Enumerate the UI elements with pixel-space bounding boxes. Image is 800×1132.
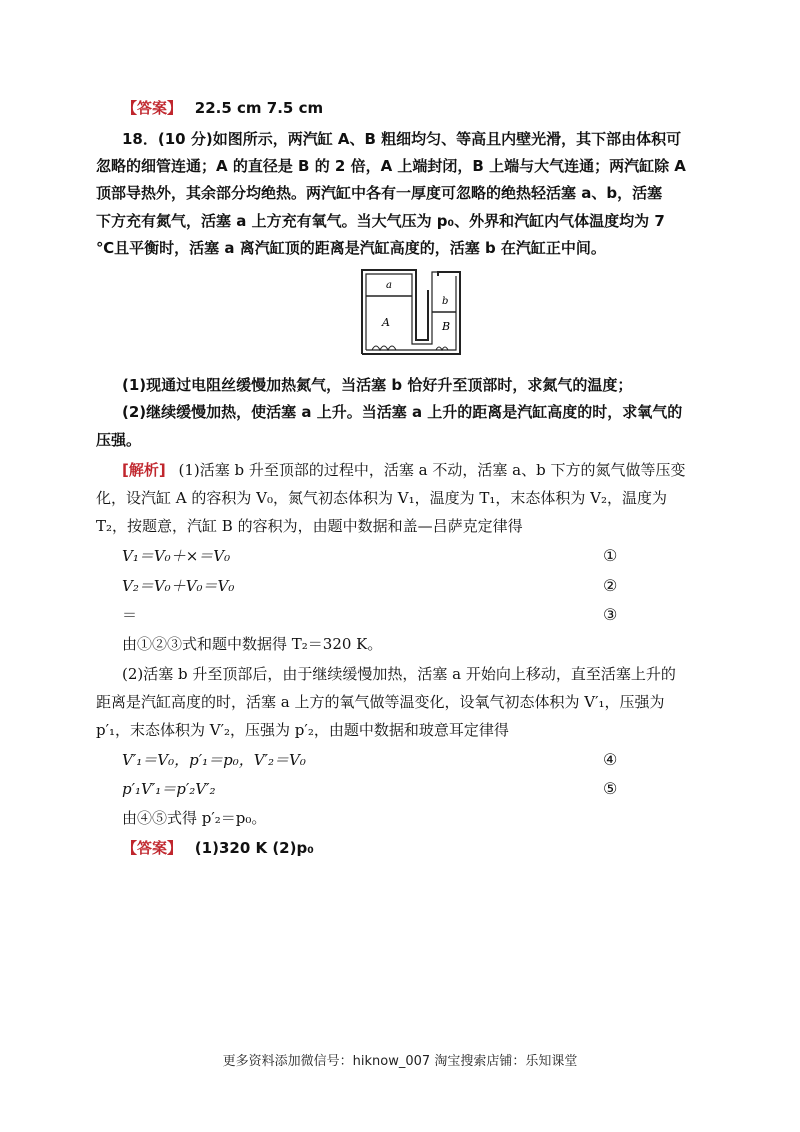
question-1: (1)现通过电阻丝缓慢加热氮气，当活塞 b 恰好升至顶部时，求氮气的温度； xyxy=(122,376,633,394)
problem-line-4: 下方充有氮气，活塞 a 上方充有氧气。当大气压为 p₀、外界和汽缸内气体温度均为 7 xyxy=(96,212,665,230)
equation-1: V₁＝V₀＋×＝V₀ xyxy=(122,547,231,565)
equation-5: p′₁V′₁＝p′₂V′₂ xyxy=(122,780,216,798)
solution-tag: [解析] xyxy=(122,461,166,479)
result-line-2: 由④⑤式得 p′₂＝p₀。 xyxy=(122,809,267,827)
answer-line-2 xyxy=(122,838,682,858)
label-b: b xyxy=(442,296,449,307)
label-a: a xyxy=(386,280,392,291)
answer-value-2: (1)320 K (2)p₀ xyxy=(194,839,314,857)
problem-line-1: 18．(10 分)如图所示，两汽缸 A、B 粗细均匀、等高且内壁光滑，其下部由体积可 xyxy=(122,130,682,148)
solution-line-1: [解析] (1)活塞 b 升至顶部的过程中，活塞 a 不动，活塞 a、b 下方的氮气做等压变 xyxy=(122,461,686,479)
solution-part2-line-1: (2)活塞 b 升至顶部后，由于继续缓慢加热，活塞 a 开始向上移动，直至活塞上升的 xyxy=(122,665,676,683)
equation-number-3: ③ xyxy=(603,605,618,624)
solution-part2-line-2: 距离是汽缸高度的时，活塞 a 上方的氧气做等温变化，设氧气初态体积为 V′₁，压强为 xyxy=(96,693,665,711)
question-2: (2)继续缓慢加热，使活塞 a 上升。当活塞 a 上升的距离是汽缸高度的时，求氧气的 xyxy=(122,403,683,421)
equation-number-1: ① xyxy=(603,546,618,565)
equation-4: V′₁＝V₀，p′₁＝p₀，V′₂＝V₀ xyxy=(122,751,306,769)
problem-line-5: ℃且平衡时，活塞 a 离汽缸顶的距离是汽缸高度的，活塞 b 在汽缸正中间。 xyxy=(96,239,606,257)
question-2-cont: 压强。 xyxy=(96,431,142,449)
answer-line-1 xyxy=(122,98,682,118)
footer-note: 更多资料添加微信号：hiknow_007 淘宝搜索店铺：乐知课堂 xyxy=(222,1054,578,1069)
answer-tag: 【答案】 xyxy=(122,99,183,117)
problem-line-2: 忽略的细管连通；A 的直径是 B 的 2 倍，A 上端封闭，B 上端与大气连通；两汽缸除 A xyxy=(96,157,686,175)
answer-tag-2: 【答案】 xyxy=(122,839,183,857)
equation-number-4: ④ xyxy=(603,750,618,769)
equation-3: ＝ xyxy=(122,606,138,624)
solution-part2-line-3: p′₁，末态体积为 V′₂，压强为 p′₂，由题中数据和玻意耳定律得 xyxy=(96,721,509,739)
label-A: A xyxy=(382,316,390,329)
problem-line-3: 顶部导热外，其余部分均绝热。两汽缸中各有一厚度可忽略的绝热轻活塞 a、b，活塞 xyxy=(96,184,663,202)
label-B: B xyxy=(442,320,451,333)
equation-number-2: ② xyxy=(603,576,618,595)
cylinder-diagram xyxy=(358,268,468,360)
solution-line-3: T₂，按题意，汽缸 B 的容积为，由题中数据和盖—吕萨克定律得 xyxy=(96,517,523,535)
answer-value: 22.5 cm 7.5 cm xyxy=(194,99,324,117)
problem-number: 18．(10 分) xyxy=(122,130,213,148)
equation-2: V₂＝V₀＋V₀＝V₀ xyxy=(122,577,235,595)
solution-line-2: 化，设汽缸 A 的容积为 V₀，氮气初态体积为 V₁，温度为 T₁，末态体积为 V₂，温度为 xyxy=(96,489,667,507)
result-line-1: 由①②③式和题中数据得 T₂＝320 K。 xyxy=(122,635,383,653)
equation-number-5: ⑤ xyxy=(603,779,618,798)
